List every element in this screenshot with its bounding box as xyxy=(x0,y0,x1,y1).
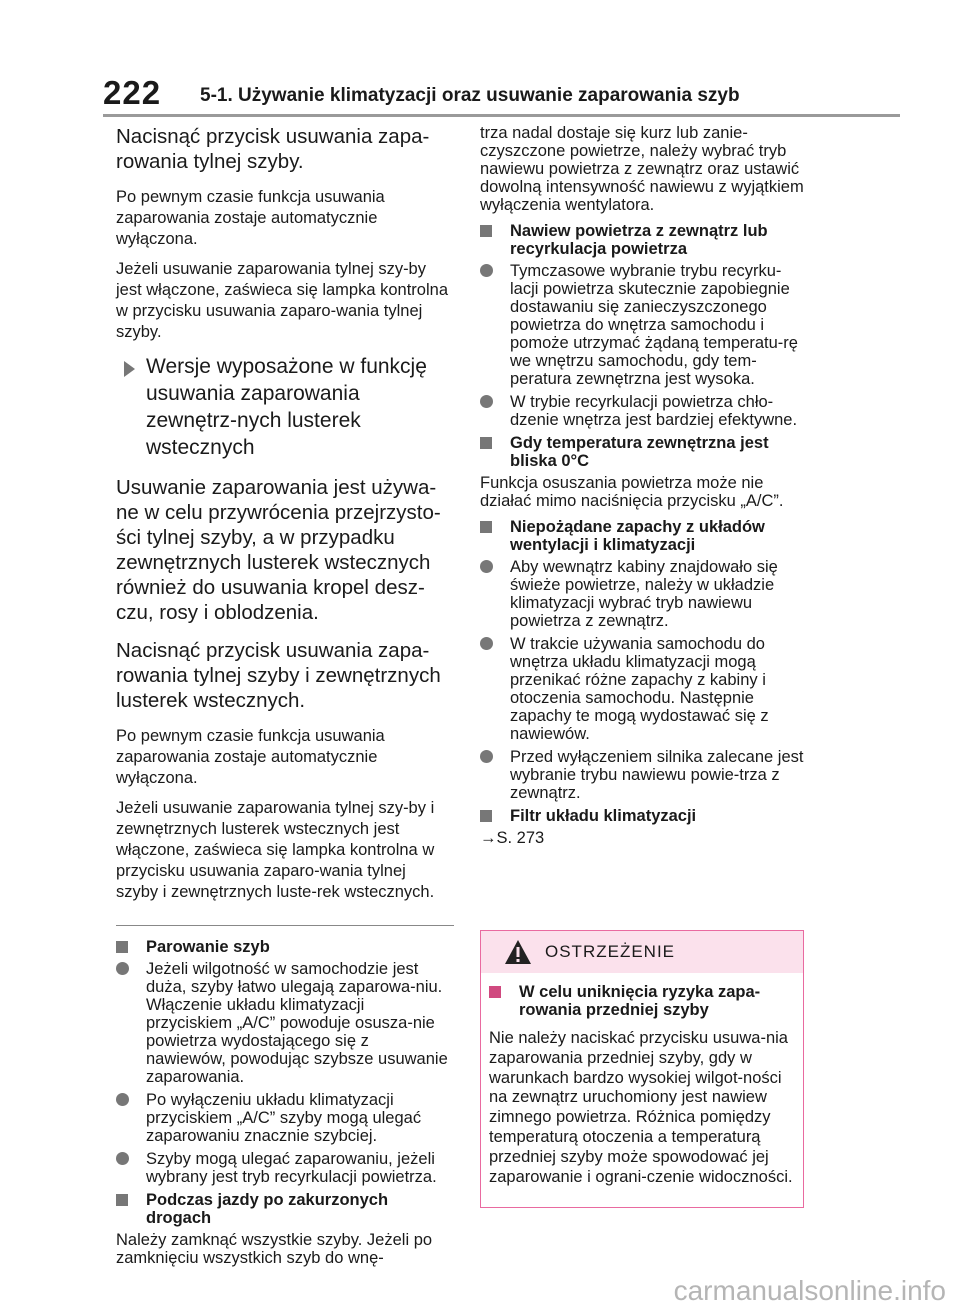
triangle-marker-icon xyxy=(124,361,135,377)
warning-heading-text: W celu uniknięcia ryzyka zapa-rowania przedniej szyby xyxy=(519,983,761,1019)
circle-bullet-icon xyxy=(480,636,493,654)
list-item xyxy=(480,558,804,630)
note: Po pewnym czasie funkcja usuwania zaparowania zostaje automatycznie wyłączona. xyxy=(116,727,385,787)
paragraph: Nacisnąć przycisk usuwania zapa-rowania tylnej szyby. xyxy=(116,125,430,173)
circle-bullet-icon xyxy=(116,1092,129,1110)
square-bullet-icon xyxy=(116,1192,128,1210)
warning-triangle-icon xyxy=(504,939,532,965)
subheading xyxy=(480,518,804,554)
right-column xyxy=(480,124,804,855)
page-header xyxy=(0,0,960,120)
circle-bullet-icon xyxy=(116,1151,129,1169)
paragraph: Funkcja osuszania powietrza może nie działać mimo naciśnięcia przycisku „A/C”. xyxy=(480,474,784,510)
subheading-text: Nawiew powietrza z zewnątrz lub recyrkulacja powietrza xyxy=(510,222,768,258)
subheading xyxy=(480,807,804,825)
left-column xyxy=(116,124,452,1275)
square-bullet-icon xyxy=(480,808,492,826)
list-item xyxy=(480,635,804,743)
square-bullet-icon xyxy=(480,519,492,537)
circle-bullet-icon xyxy=(480,749,493,767)
list-item xyxy=(116,1091,452,1145)
square-bullet-icon xyxy=(480,223,492,241)
paragraph: trza nadal dostaje się kurz lub zanie-czyszczone powietrze, należy wybrać tryb nawiewu powietrza z zewnątrz oraz ustawić dowolną intensywność nawiewu z wyjątkiem wyłączenia wentylatora. xyxy=(480,124,804,214)
warning-heading xyxy=(489,983,795,1019)
list-item-text: Aby wewnątrz kabiny znajdowało się świeże powietrze, należy w układzie klimatyzacji wybrać tryb nawiewu powietrza z zewnątrz. xyxy=(510,558,778,630)
watermark: carmanualsonline.info xyxy=(673,1275,946,1306)
subheading xyxy=(116,1191,452,1227)
divider xyxy=(116,925,454,926)
warning-title: OSTRZEŻENIE xyxy=(545,942,676,961)
subheading-text: Parowanie szyb xyxy=(146,938,270,956)
warning-header xyxy=(481,931,803,973)
subheading xyxy=(480,222,804,258)
subheading xyxy=(480,434,804,470)
square-bullet-icon xyxy=(480,435,492,453)
warning-box xyxy=(480,930,804,1208)
paragraph: Należy zamknąć wszystkie szyby. Jeżeli po zamknięciu wszystkich szyb do wnę- xyxy=(116,1231,433,1267)
circle-bullet-icon xyxy=(116,961,129,979)
list-item-text: Tymczasowe wybranie trybu recyrku-lacji powietrza skutecznie zapobiegnie dostawaniu się zanieczyszczonego powietrza do wnętrza samochodu i pomoże utrzymać żądaną temperatu-rę we wnętrzu samochodu, gdy tem-peratura zewnętrzna jest wysoka. xyxy=(510,262,798,388)
circle-bullet-icon xyxy=(480,263,493,281)
section-title-text: Wersje wyposażone w funkcję usuwania zaparowania zewnętrz-nych lusterek wstecznych xyxy=(146,355,427,459)
note: Jeżeli usuwanie zaparowania tylnej szy-by i zewnętrznych lusterek wstecznych jest włączone, zaświeca się lampka kontrolna w przycisku usuwania zaparo-wania tylnej szyby i zewnętrznych luste-rek wstecznych. xyxy=(116,799,435,901)
note: Po pewnym czasie funkcja usuwania zaparowania zostaje automatycznie wyłączona. xyxy=(116,188,385,248)
chapter-title: 5-1. Używanie klimatyzacji oraz usuwanie zaparowania szyb xyxy=(200,85,740,106)
subheading-text: Gdy temperatura zewnętrzna jest bliska 0°C xyxy=(510,434,769,470)
list-item xyxy=(480,262,804,388)
subheading-text: Niepożądane zapachy z układów wentylacji i klimatyzacji xyxy=(510,518,765,554)
subheading-text: Podczas jazdy po zakurzonych drogach xyxy=(146,1191,389,1227)
list-item-text: Po wyłączeniu układu klimatyzacji przyciskiem „A/C” szyby mogą ulegać zaparowaniu znacznie szybciej. xyxy=(146,1091,422,1145)
warning-text: Nie należy naciskać przycisku usuwa-nia zaparowania przedniej szyby, gdy w warunkach bardzo wysokiej wilgot-ności na zewnątrz uruchomiony jest nawiew zimnego powietrza. Różnica pomiędzy temperaturą otoczenia a temperaturą przedniej szyby może spowodować jej zaparowanie i ograni-czenie widoczności. xyxy=(489,1029,793,1186)
section-title xyxy=(116,353,452,461)
page-number: 222 xyxy=(103,74,162,111)
list-item-text: W trakcie używania samochodu do wnętrza układu klimatyzacji mogą przenikać różne zapachy z kabiny i otoczenia samochodu. Następnie zapachy te mogą wydostawać się z nawiewów. xyxy=(510,635,769,743)
list-item-text: W trybie recyrkulacji powietrza chło-dzenie wnętrza jest bardziej efektywne. xyxy=(510,393,798,429)
paragraph: Nacisnąć przycisk usuwania zapa-rowania tylnej szyby i zewnętrznych lusterek wstecznych. xyxy=(116,639,441,712)
header-rule xyxy=(103,114,900,117)
warning-body xyxy=(489,983,795,1187)
paragraph: Usuwanie zaparowania jest używa-ne w celu przywrócenia przejrzysto-ści tylnej szyby, a w przypadku zewnętrznych lusterek wstecznych również do usuwania kropel desz-czu, rosy i oblodzenia. xyxy=(116,476,441,624)
page-reference-link[interactable]: →S. 273 xyxy=(480,829,545,847)
square-bullet-icon xyxy=(489,984,501,1002)
list-item xyxy=(116,1150,452,1186)
note: Jeżeli usuwanie zaparowania tylnej szy-by jest włączone, zaświeca się lampka kontrolna w przycisku usuwania zaparo-wania tylnej szyby. xyxy=(116,260,448,341)
list-item-text: Szyby mogą ulegać zaparowaniu, jeżeli wybrany jest tryb recyrkulacji powietrza. xyxy=(146,1150,437,1186)
list-item xyxy=(116,960,452,1086)
subheading xyxy=(116,938,452,956)
list-item xyxy=(480,393,804,429)
subheading-text: Filtr układu klimatyzacji xyxy=(510,807,697,825)
circle-bullet-icon xyxy=(480,559,493,577)
circle-bullet-icon xyxy=(480,394,493,412)
square-bullet-icon xyxy=(116,939,128,957)
list-item xyxy=(480,748,804,802)
list-item-text: Jeżeli wilgotność w samochodzie jest duża, szyby łatwo ulegają zaparowa-niu. Włączenie układu klimatyzacji przyciskiem „A/C” powoduje osusza-nie powietrza wydostającego się z nawiewów, powodując szybsze usuwanie zaparowania. xyxy=(146,960,448,1086)
list-item-text: Przed wyłączeniem silnika zalecane jest wybranie trybu nawiewu powie-trza z zewnątrz. xyxy=(510,748,804,802)
